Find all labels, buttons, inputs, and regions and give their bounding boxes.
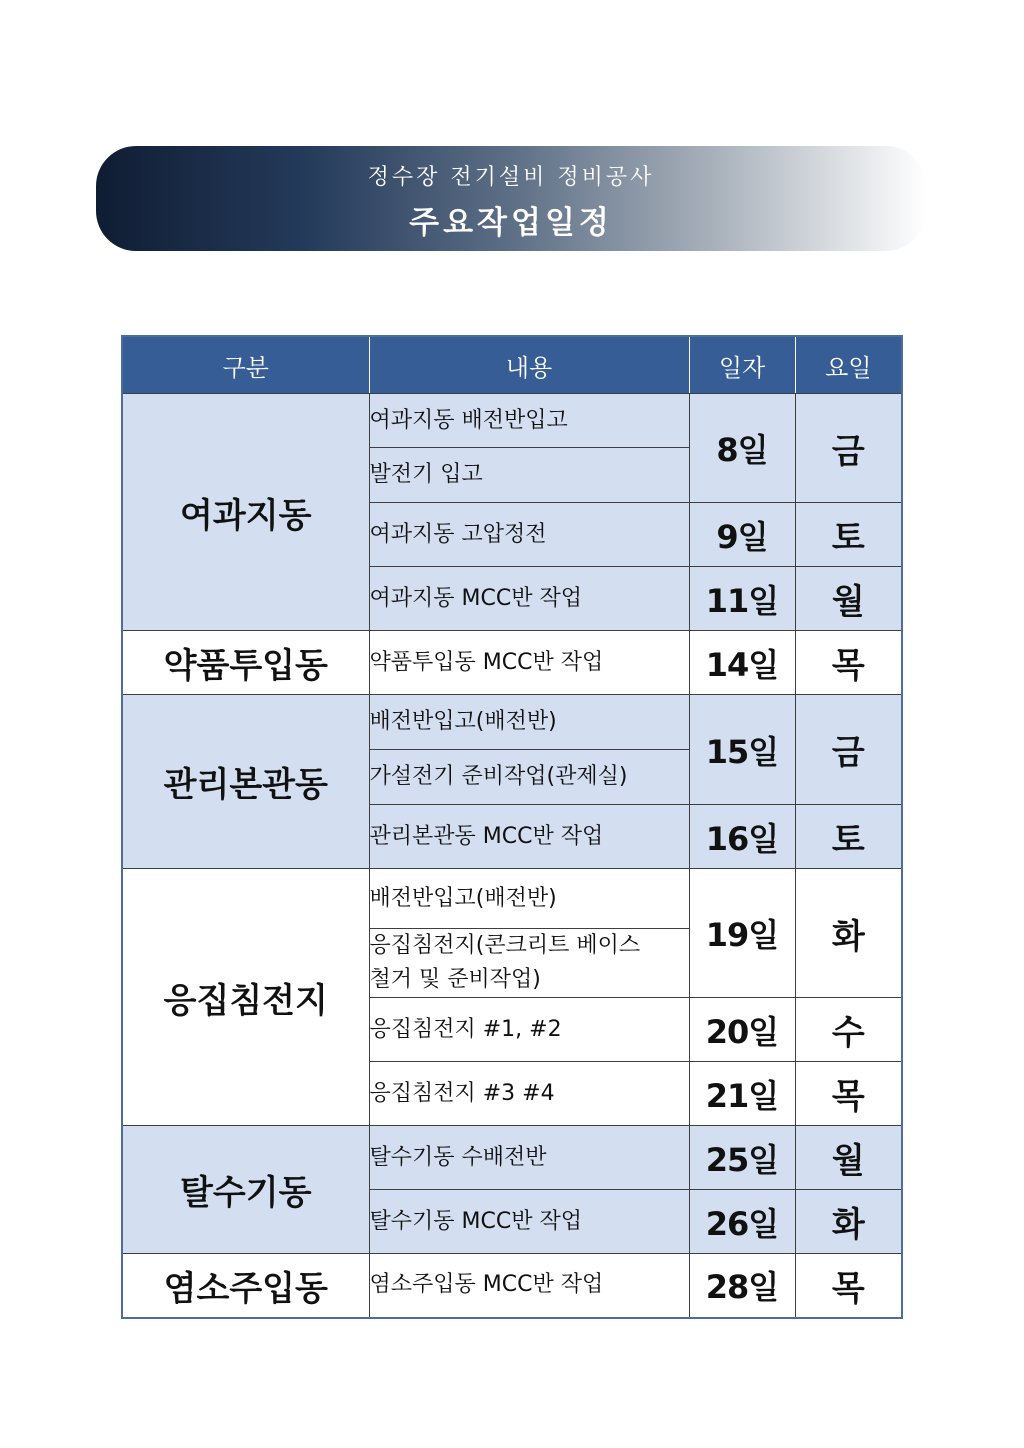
table-row — [122, 394, 902, 448]
group-cell: 약품투입동 — [122, 631, 369, 695]
date-cell: 19일 — [689, 869, 795, 998]
date-cell: 9일 — [689, 503, 795, 567]
content-cell — [369, 929, 689, 998]
date-cell: 16일 — [689, 805, 795, 869]
date-cell: 8일 — [689, 394, 795, 503]
content-cell: 발전기 입고 — [369, 448, 689, 503]
content-cell: 여과지동 MCC반 작업 — [369, 567, 689, 631]
day-cell: 토 — [795, 503, 902, 567]
content-cell: 여과지동 배전반입고 — [369, 394, 689, 448]
day-cell: 화 — [795, 1190, 902, 1254]
schedule-table — [121, 335, 903, 1319]
table-row — [122, 1254, 902, 1318]
date-cell: 26일 — [689, 1190, 795, 1254]
content-cell: 염소주입동 MCC반 작업 — [369, 1254, 689, 1318]
document-subtitle: 정수장 전기설비 정비공사 — [367, 165, 655, 190]
content-cell: 탈수기동 수배전반 — [369, 1126, 689, 1190]
content-cell: 가설전기 준비작업(관제실) — [369, 750, 689, 805]
date-cell: 25일 — [689, 1126, 795, 1190]
document-title: 주요작업일정 — [409, 205, 613, 241]
content-line: 철거 및 준비작업) — [369, 967, 541, 992]
content-cell: 관리본관동 MCC반 작업 — [369, 805, 689, 869]
table-row — [122, 869, 902, 929]
content-cell: 배전반입고(배전반) — [369, 869, 689, 929]
table-header-row — [122, 336, 902, 394]
group-cell: 여과지동 — [122, 394, 369, 631]
date-cell: 20일 — [689, 998, 795, 1062]
group-cell: 관리본관동 — [122, 695, 369, 869]
table-row — [122, 695, 902, 750]
column-header-date: 일자 — [689, 336, 795, 394]
group-cell: 염소주입동 — [122, 1254, 369, 1318]
column-header-content: 내용 — [369, 336, 689, 394]
group-cell: 탈수기동 — [122, 1126, 369, 1254]
title-banner — [96, 146, 926, 251]
day-cell: 목 — [795, 631, 902, 695]
day-cell: 수 — [795, 998, 902, 1062]
content-line: 응집침전지(콘크리트 베이스 — [369, 933, 641, 958]
table-row — [122, 1126, 902, 1190]
content-cell: 배전반입고(배전반) — [369, 695, 689, 750]
day-cell: 금 — [795, 695, 902, 805]
day-cell: 월 — [795, 567, 902, 631]
date-cell: 28일 — [689, 1254, 795, 1318]
date-cell: 15일 — [689, 695, 795, 805]
content-cell: 응집침전지 #3 #4 — [369, 1062, 689, 1126]
column-header-category: 구분 — [122, 336, 369, 394]
date-cell: 11일 — [689, 567, 795, 631]
day-cell: 목 — [795, 1254, 902, 1318]
day-cell: 목 — [795, 1062, 902, 1126]
content-cell: 응집침전지 #1, #2 — [369, 998, 689, 1062]
day-cell: 화 — [795, 869, 902, 998]
content-cell: 여과지동 고압정전 — [369, 503, 689, 567]
column-header-day: 요일 — [795, 336, 902, 394]
content-cell: 탈수기동 MCC반 작업 — [369, 1190, 689, 1254]
group-cell: 응집침전지 — [122, 869, 369, 1126]
day-cell: 금 — [795, 394, 902, 503]
date-cell: 21일 — [689, 1062, 795, 1126]
table-row — [122, 631, 902, 695]
content-cell: 약품투입동 MCC반 작업 — [369, 631, 689, 695]
date-cell: 14일 — [689, 631, 795, 695]
day-cell: 월 — [795, 1126, 902, 1190]
day-cell: 토 — [795, 805, 902, 869]
